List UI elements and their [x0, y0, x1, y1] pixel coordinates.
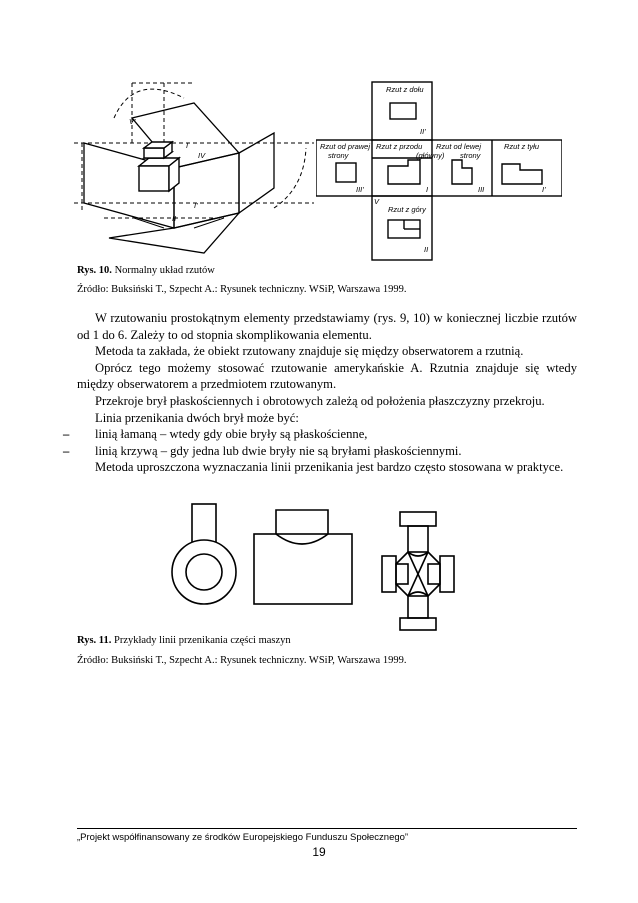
label-i-prime: I': [194, 201, 198, 210]
footer-divider: [77, 828, 577, 829]
label-back-view: Rzut z tyłu: [504, 142, 540, 151]
list-item: [63, 426, 577, 443]
number-back-view: I': [542, 185, 546, 194]
label-right-side-view-2: strony: [328, 151, 349, 160]
label-iv: IV: [198, 151, 206, 160]
label-left-side-view-2: strony: [460, 151, 481, 160]
bullet-text-1: linią łamaną – wtedy gdy obie bryły są płaskościenne,: [95, 427, 368, 442]
label-right-side-view-1: Rzut od prawej: [320, 142, 371, 151]
bullet-marker: –: [63, 427, 70, 442]
label-front-view-1: Rzut z przodu: [376, 142, 423, 151]
number-front-view: I: [426, 185, 429, 194]
figure10-views-layout: [316, 80, 562, 262]
number-bottom-view: II': [420, 127, 426, 136]
paragraph-5: Linia przenikania dwóch brył może być:: [95, 410, 299, 425]
figure11-drawing: [168, 492, 460, 632]
label-top-view: Rzut z góry: [388, 205, 426, 214]
label-v-prime: V': [129, 117, 136, 126]
number-right-side-view: III': [356, 185, 364, 194]
number-top-view-lower: II: [424, 245, 429, 254]
number-left-side-view: III: [478, 185, 485, 194]
label-i: I: [186, 141, 189, 150]
figure11-caption-text: Przykłady linii przenikania części maszyn: [113, 635, 291, 646]
paragraph-6: Metoda uproszczona wyznaczania linii przenikania jest bardzo często stosowana w praktyce.: [95, 460, 564, 475]
figure10-caption-label: Rys. 10.: [77, 265, 112, 276]
body-text: [63, 310, 577, 476]
paragraph-2: Metoda ta zakłada, że obiekt rzutowany znajduje się między obserwatorem a rzutnią.: [95, 344, 524, 359]
list-item: [63, 443, 577, 460]
footer-text: „Projekt współfinansowany ze środków Europejskiego Funduszu Społecznego”: [77, 832, 409, 843]
paragraph-4: Przekroje brył płaskościennych i obrotowych zależą od położenia płaszczyzny przekroju.: [95, 393, 545, 408]
paragraph-1: W rzutowaniu prostokątnym elementy przedstawiamy (rys. 9, 10) w koniecznej liczbie rzutów od 1 do 6. Zależy to od stopnia skomplikowania elementu.: [77, 311, 577, 342]
figure10-caption-text: Normalny układ rzutów: [114, 265, 215, 276]
figure11-caption: [77, 634, 291, 648]
label-front-view-2: (główny): [416, 151, 445, 160]
label-ii: II: [172, 214, 177, 223]
page-number: 19: [312, 845, 326, 859]
figure10-source: Źródło: Buksiński T., Szpecht A.: Rysunek techniczny. WSiP, Warszawa 1999.: [77, 284, 407, 295]
figure10-caption: [77, 264, 215, 278]
bullet-marker: –: [63, 443, 70, 458]
label-left-side-view-1: Rzut od lewej: [436, 142, 482, 151]
label-bottom-view: Rzut z dołu: [386, 85, 424, 94]
figure10-unfolding-drawing: [74, 78, 314, 258]
figure11-source: Źródło: Buksiński T., Szpecht A.: Rysunek techniczny. WSiP, Warszawa 1999.: [77, 655, 407, 666]
number-top-view-upper: V: [374, 197, 380, 206]
bullet-text-2: linią krzywą – gdy jedna lub dwie bryły nie są bryłami płaskościennymi.: [95, 443, 462, 458]
figure11-caption-label: Rys. 11.: [77, 635, 112, 646]
paragraph-3: Oprócz tego możemy stosować rzutowanie amerykańskie A. Rzutnia znajduje się wtedy między obserwatorem a przedmiotem rzutowanym.: [77, 360, 577, 392]
